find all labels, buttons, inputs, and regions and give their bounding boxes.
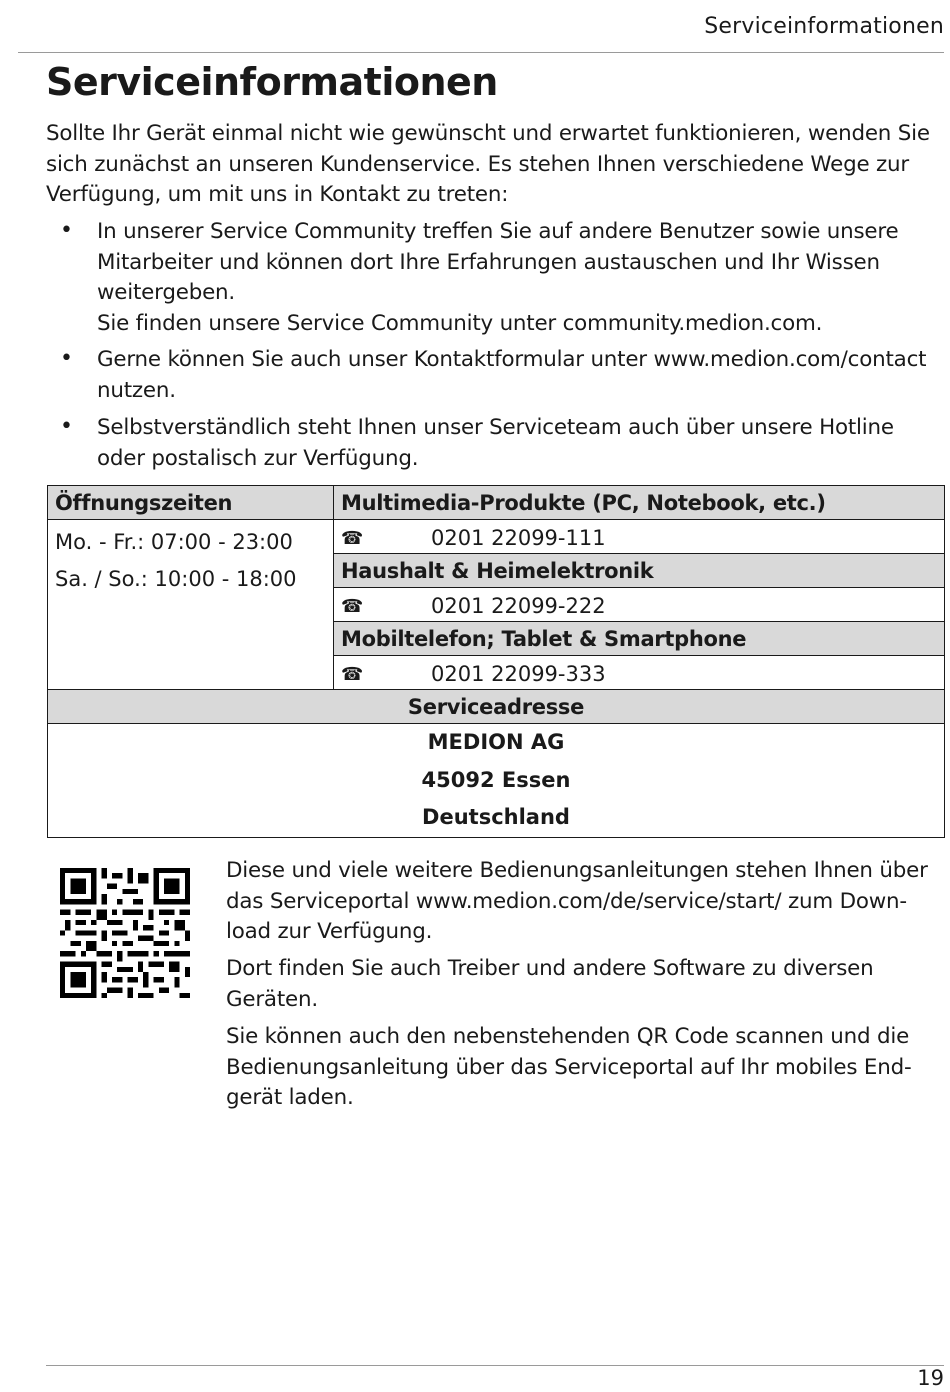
qr-line: gerät laden. [226, 1085, 354, 1110]
hours-weekday: Mo. - Fr.: 07:00 - 23:00 [55, 530, 293, 554]
bullet-item-contact [97, 345, 926, 406]
phone-row [334, 656, 945, 690]
phone-number: 0201 22099-111 [431, 526, 606, 550]
bullet-item-hotline [97, 413, 894, 474]
phone-row [334, 588, 945, 622]
page-title: Serviceinformationen [46, 60, 498, 104]
category-header: Multimedia-Produkte (PC, Notebook, etc.) [334, 486, 945, 520]
bullet-marker: • [60, 346, 73, 371]
phone-row [334, 520, 945, 554]
service-table [47, 485, 945, 838]
phone-icon: ☎ [341, 663, 364, 685]
qr-paragraph-drivers [226, 954, 873, 1015]
bullet-line: Mitarbeiter und können dort Ihre Erfahrungen austauschen und Ihr Wissen [97, 249, 880, 275]
qr-line: Diese und viele weitere Bedienungsanleitungen stehen Ihnen über [226, 858, 928, 883]
address-city: 45092 Essen [421, 767, 571, 792]
qr-code-icon [60, 868, 190, 998]
qr-paragraph-downloads [226, 856, 928, 948]
category-header: Haushalt & Heimelektronik [334, 554, 945, 588]
bullet-line: Gerne können Sie auch unser Kontaktformular unter www.medion.com/contact [97, 347, 927, 372]
bullet-item-community [97, 217, 898, 339]
qr-paragraph-scan [226, 1022, 912, 1114]
qr-line: Bedienungsanleitung über das Serviceportal auf Ihr mobiles End- [226, 1054, 912, 1080]
bullet-line: In unserer Service Community treffen Sie auf andere Benutzer sowie unsere [97, 219, 899, 244]
bullet-line: Selbstverständlich steht Ihnen unser Serviceteam auch über unsere Hotline [97, 415, 894, 440]
qr-line: das Serviceportal www.medion.com/de/service/start/ zum Down- [226, 888, 907, 914]
intro-line: Verfügung, um mit uns in Kontakt zu treten: [46, 182, 509, 207]
hours-header: Öffnungszeiten [48, 486, 334, 520]
page-number: 19 [917, 1366, 944, 1390]
bullet-marker: • [60, 414, 73, 439]
intro-line: sich zunächst an unseren Kundenservice. Es stehen Ihnen verschiedene Wege zur [46, 151, 909, 177]
service-address-header: Serviceadresse [48, 690, 945, 724]
phone-number: 0201 22099-333 [431, 662, 606, 686]
qr-line: Dort finden Sie auch Treiber und andere Software zu diversen [226, 956, 874, 981]
hours-weekend: Sa. / So.: 10:00 - 18:00 [55, 567, 297, 591]
bullet-line: nutzen. [97, 377, 176, 403]
opening-hours [48, 520, 334, 690]
address-country: Deutschland [422, 805, 570, 829]
running-title: Serviceinformationen [704, 14, 944, 39]
phone-icon: ☎ [341, 527, 364, 549]
category-header: Mobiltelefon; Tablet & Smartphone [334, 622, 945, 656]
intro-line: Sollte Ihr Gerät einmal nicht wie gewünscht und erwartet funktionieren, wenden Sie [46, 121, 930, 146]
bullet-line: oder postalisch zur Verfügung. [97, 445, 419, 471]
address-company: MEDION AG [427, 730, 565, 754]
qr-line: Geräten. [226, 986, 318, 1012]
bullet-marker: • [60, 218, 73, 243]
phone-icon: ☎ [341, 595, 364, 617]
header-rule [18, 52, 944, 53]
qr-line: load zur Verfügung. [226, 919, 433, 944]
bullet-line: weitergeben. [97, 280, 235, 305]
intro-paragraph [46, 119, 930, 211]
service-address [48, 724, 945, 838]
footer-rule [46, 1365, 944, 1366]
phone-number: 0201 22099-222 [431, 594, 606, 618]
qr-line: Sie können auch den nebenstehenden QR Code scannen und die [226, 1024, 910, 1049]
bullet-line: Sie finden unsere Service Community unter community.medion.com. [97, 310, 823, 336]
